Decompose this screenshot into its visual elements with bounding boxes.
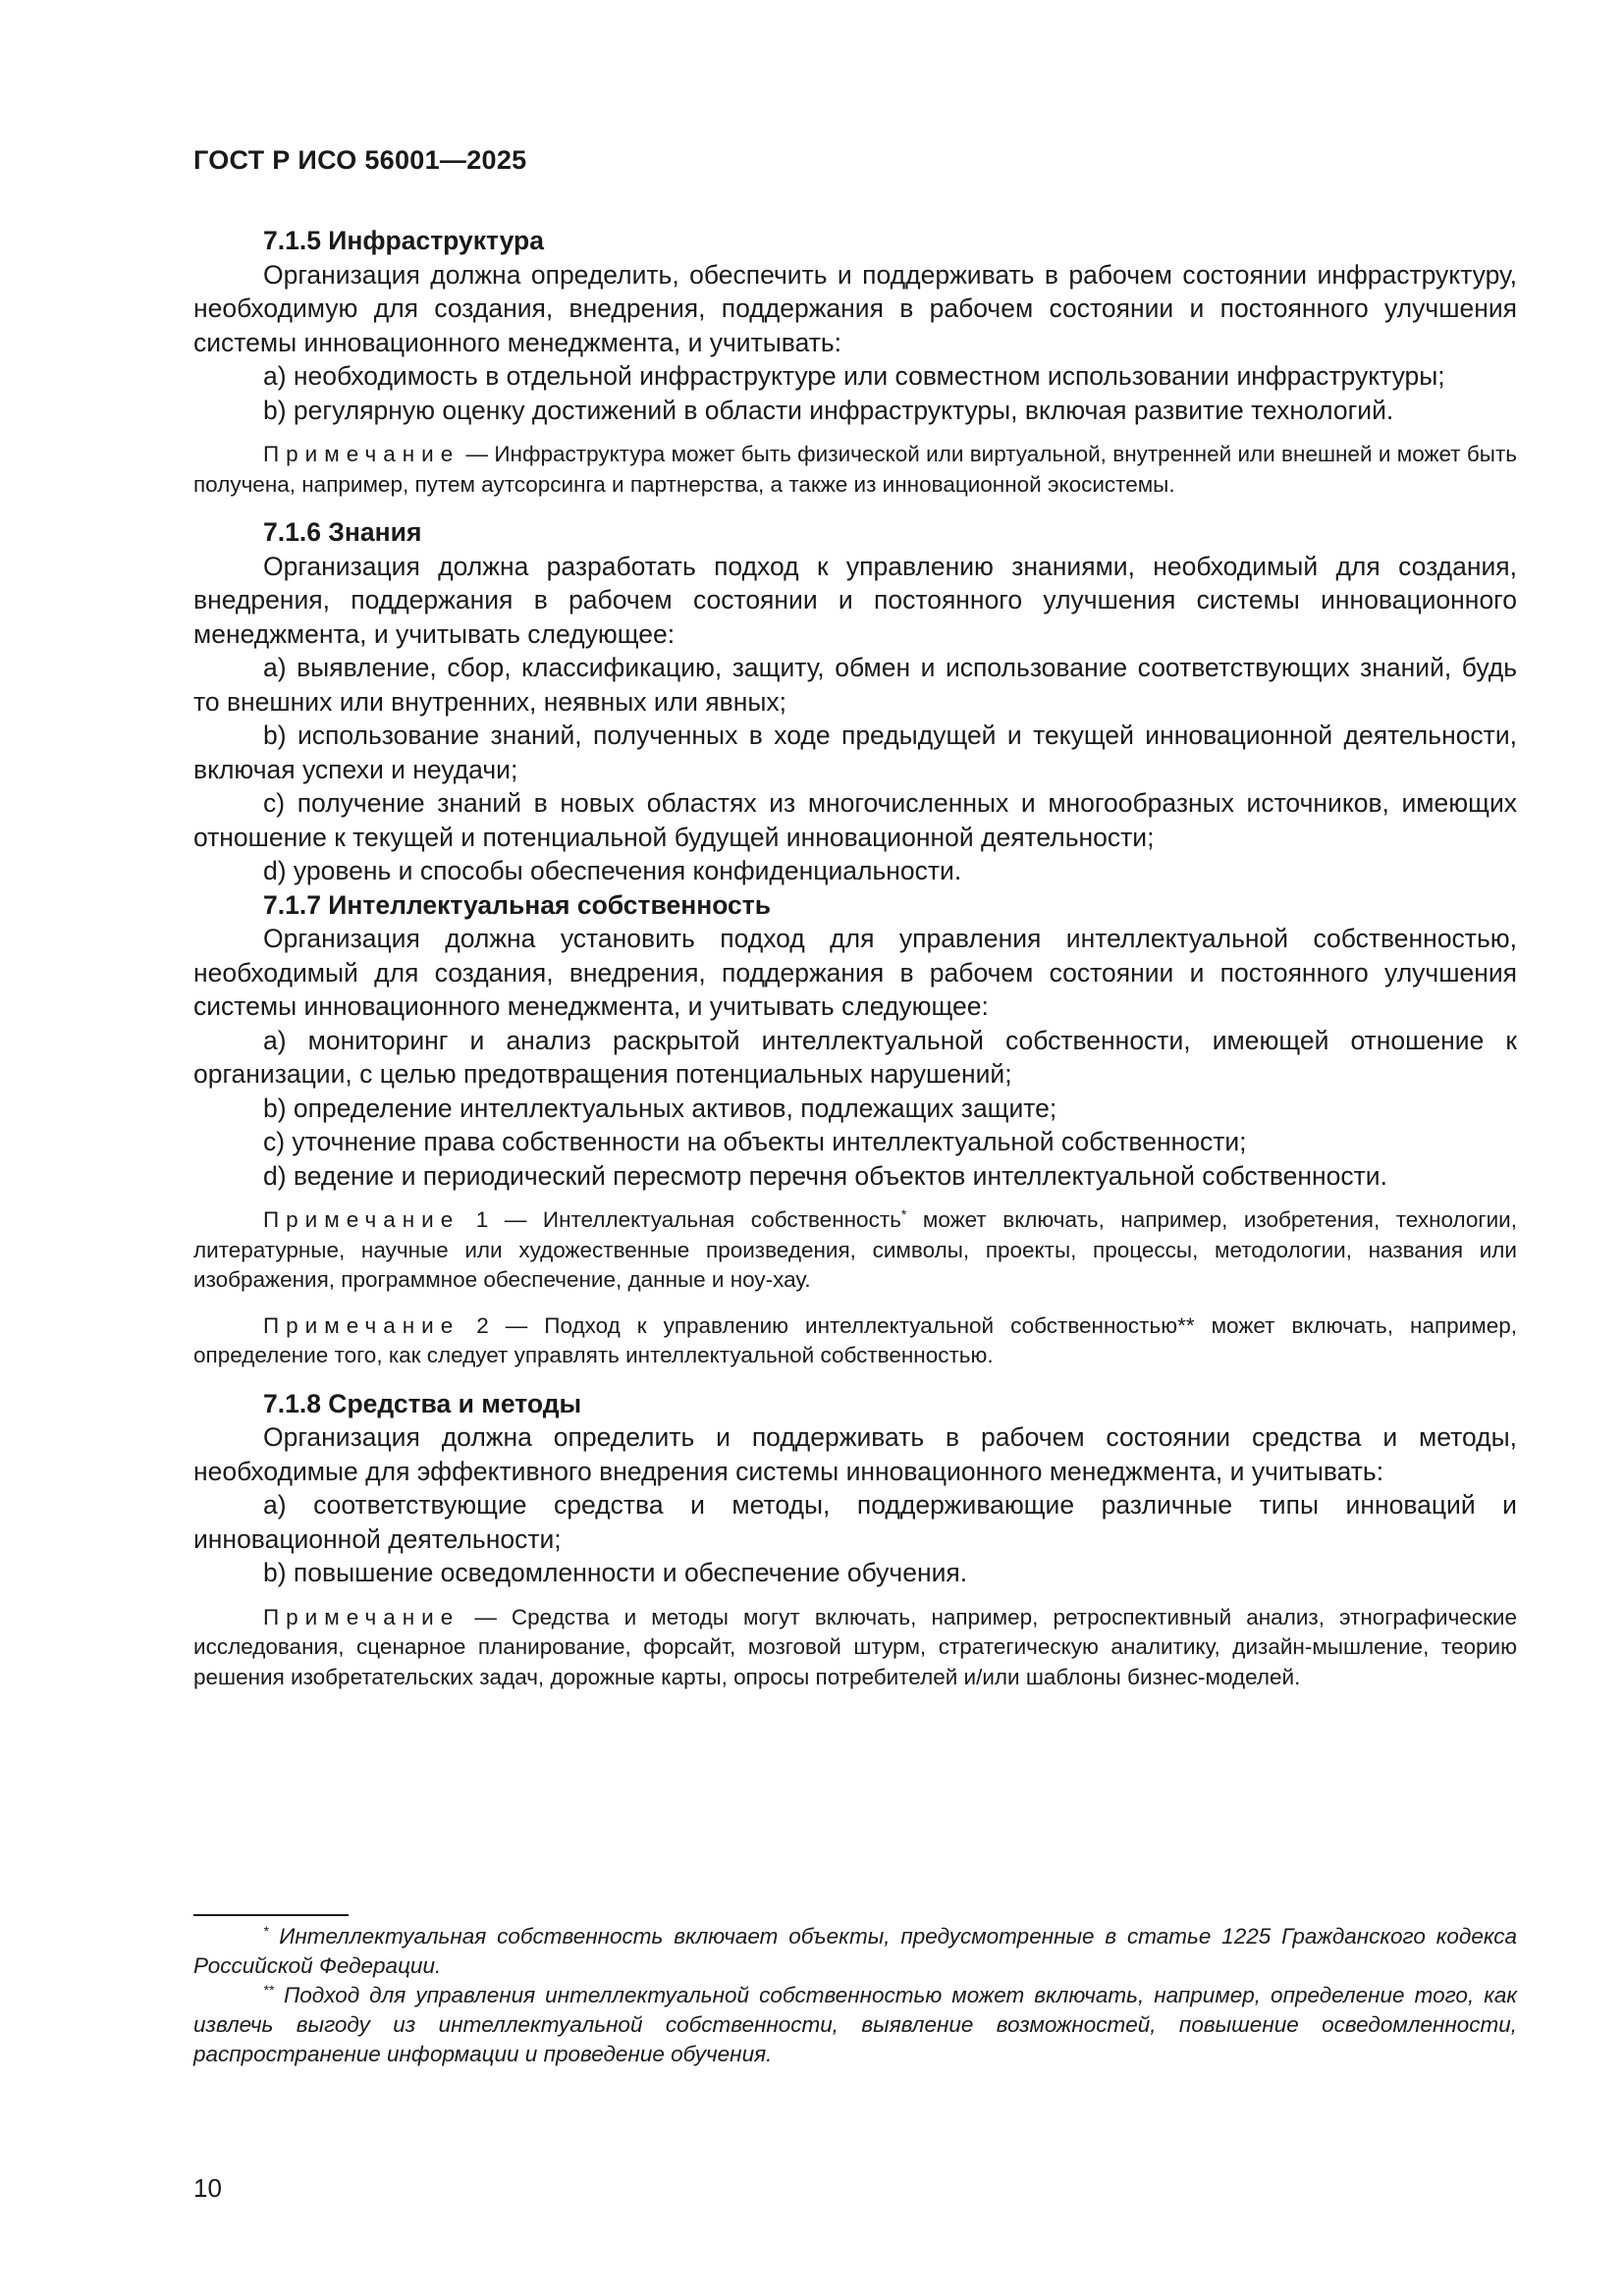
footnote-text: Подход для управления интеллектуальной собственностью может включать, например, определение того, как извлечь выгоду из интеллектуальной собственности, выявление возможностей, повышение осведомленности, распространение информации и проведение обучения. bbox=[193, 1983, 1517, 2066]
main-content bbox=[193, 224, 1517, 1708]
note-text: 2 — Подход к управлению интеллектуальной собственностью** может включать, например, определение того, как следует управлять интеллектуальной собственностью. bbox=[193, 1312, 1517, 1367]
footnote-marker: * bbox=[900, 1206, 907, 1222]
section-heading-tools-methods: 7.1.8 Средства и методы bbox=[263, 1388, 582, 1418]
list-item: b) использование знаний, полученных в ходе предыдущей и текущей инновационной деятельности, включая успехи и неудачи; bbox=[193, 721, 1517, 784]
section-intro: Организация должна определить и поддерживать в рабочем состоянии средства и методы, необходимые для эффективного внедрения системы инновационного менеджмента, и учитывать: bbox=[193, 1422, 1517, 1486]
list-item: b) определение интеллектуальных активов, подлежащих защите; bbox=[263, 1093, 1057, 1123]
note-text: может включать, например, изобретения, технологии, литературные, научные или художественные произведения, символы, проекты, процессы, методологии, названия или изображения, программное обеспечение, данные и ноу-хау. bbox=[193, 1207, 1518, 1292]
footnote-marker: * bbox=[263, 1923, 269, 1939]
list-item: b) регулярную оценку достижений в области инфраструктуры, включая развитие технологий. bbox=[263, 395, 1394, 425]
list-item: а) соответствующие средства и методы, поддерживающие различные типы инноваций и инновационной деятельности; bbox=[193, 1490, 1517, 1554]
footnote-divider bbox=[193, 1914, 349, 1916]
note-1 bbox=[193, 1205, 1517, 1296]
note-2 bbox=[193, 1311, 1517, 1371]
footnote bbox=[193, 1981, 1517, 2069]
note-label: Примечание bbox=[263, 1312, 460, 1338]
section-heading-knowledge: 7.1.6 Знания bbox=[263, 517, 422, 547]
list-item: b) повышение осведомленности и обеспечение обучения. bbox=[263, 1558, 968, 1587]
footnote-text: Интеллектуальная собственность включает объекты, предусмотренные в статье 1225 Гражданского кодекса Российской Федерации. bbox=[193, 1924, 1517, 1978]
list-item: c) получение знаний в новых областях из многочисленных и многообразных источников, имеющих отношение к текущей и потенциальной будущей инновационной деятельности; bbox=[193, 788, 1517, 852]
page-number: 10 bbox=[193, 2173, 222, 2203]
section-intro: Организация должна разработать подход к управлению знаниями, необходимый для создания, внедрения, поддержания в рабочем состоянии и постоянного улучшения системы инновационного менеджмента, и учитывать следующее: bbox=[193, 551, 1517, 649]
section-intro: Организация должна установить подход для управления интеллектуальной собственностью, необходимый для создания, внедрения, поддержания в рабочем состоянии и постоянного улучшения системы инновационного менеджмента, и учитывать следующее: bbox=[193, 924, 1517, 1021]
list-item: а) необходимость в отдельной инфраструктуре или совместном использовании инфраструктуры; bbox=[263, 361, 1445, 391]
section-heading-intellectual-property: 7.1.7 Интеллектуальная собственность bbox=[263, 889, 772, 920]
note-label: Примечание bbox=[263, 1604, 460, 1629]
note bbox=[193, 1603, 1517, 1693]
note-text: 1 — Интеллектуальная собственность bbox=[460, 1207, 901, 1232]
list-item: а) выявление, сбор, классификацию, защиту, обмен и использование соответствующих знаний, будь то внешних или внутренних, неявных или явных; bbox=[193, 653, 1517, 717]
footnote-marker: ** bbox=[263, 1982, 274, 1998]
footnotes bbox=[193, 1922, 1517, 2069]
footnote bbox=[193, 1922, 1517, 1981]
section-heading-infrastructure: 7.1.5 Инфраструктура bbox=[263, 226, 544, 255]
document-header: ГОСТ Р ИСО 56001—2025 bbox=[193, 145, 527, 175]
note-label: Примечание bbox=[263, 1207, 460, 1232]
list-item: d) уровень и способы обеспечения конфиденциальности. bbox=[263, 856, 962, 885]
note-text: — Инфраструктура может быть физической или виртуальной, внутренней или внешней и может быть получена, например, путем аутсорсинга и партнерства, а также из инновационной экосистемы. bbox=[193, 442, 1517, 497]
list-item: а) мониторинг и анализ раскрытой интеллектуальной собственности, имеющей отношение к организации, с целью предотвращения потенциальных нарушений; bbox=[193, 1025, 1517, 1089]
list-item: d) ведение и периодический пересмотр перечня объектов интеллектуальной собственности. bbox=[263, 1160, 1387, 1191]
list-item: c) уточнение права собственности на объекты интеллектуальной собственности; bbox=[263, 1127, 1247, 1156]
section-intro: Организация должна определить, обеспечить и поддерживать в рабочем состоянии инфраструктуру, необходимую для создания, внедрения, поддержания в рабочем состоянии и постоянного улучшения системы инновационного менеджмента, и учитывать: bbox=[193, 259, 1517, 357]
note-label: Примечание bbox=[263, 442, 460, 466]
note bbox=[193, 440, 1517, 500]
note-text: — Средства и методы могут включать, например, ретроспективный анализ, этнографические исследования, сценарное планирование, форсайт, мозговой штурм, стратегическую аналитику, дизайн-мышление, теорию решения изобретательских задач, дорожные карты, опросы потребителей и/или шаблоны бизнес-моделей. bbox=[193, 1604, 1517, 1689]
